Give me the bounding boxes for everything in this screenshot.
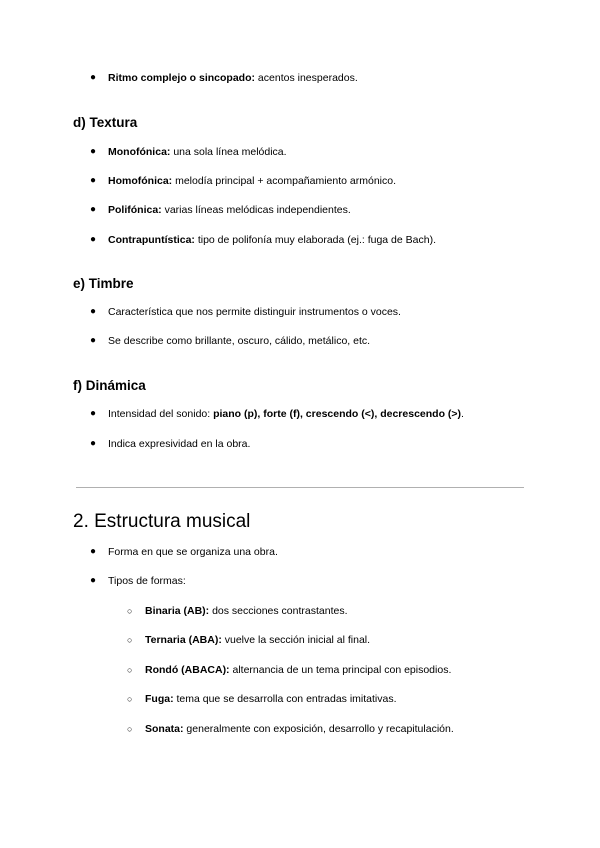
definition: generalmente con exposición, desarrollo y recapitulación. <box>183 723 454 735</box>
heading-textura: d) Textura <box>73 115 138 130</box>
definition: tipo de polifonía muy elaborada (ej.: fuga de Bach). <box>194 234 436 246</box>
bullet-icon: ● <box>90 72 97 83</box>
bullet-icon: ● <box>90 335 97 346</box>
heading-timbre: e) Timbre <box>73 276 134 291</box>
bullet-icon: ● <box>90 575 97 586</box>
circle-bullet-icon: ○ <box>127 724 133 734</box>
list-item <box>108 203 351 217</box>
definition: acentos inesperados. <box>255 72 358 84</box>
bullet-icon: ● <box>90 175 97 186</box>
heading-dinamica: f) Dinámica <box>73 378 146 393</box>
bullet-icon: ● <box>90 234 97 245</box>
definition: vuelve la sección inicial al final. <box>221 634 371 646</box>
term: Fuga: <box>145 693 174 705</box>
term: Monofónica: <box>108 146 171 158</box>
term: Sonata: <box>145 723 184 735</box>
sublist-item <box>145 604 348 618</box>
sublist-item <box>145 692 397 706</box>
term: piano (p), forte (f), crescendo (<), decrescendo (>) <box>213 408 462 420</box>
list-item <box>108 145 287 159</box>
term: Ternaria (ABA): <box>145 634 222 646</box>
bullet-icon: ● <box>90 306 97 317</box>
list-item <box>108 407 464 421</box>
list-item: Característica que nos permite distinguir instrumentos o voces. <box>108 306 401 318</box>
bullet-icon: ● <box>90 408 97 419</box>
definition: melodía principal + acompañamiento armónico. <box>172 175 396 187</box>
term: Contrapuntística: <box>108 234 195 246</box>
sublist-item <box>145 633 370 647</box>
circle-bullet-icon: ○ <box>127 665 133 675</box>
punctuation: . <box>461 408 464 420</box>
list-item <box>108 174 396 188</box>
definition: tema que se desarrolla con entradas imitativas. <box>173 693 397 705</box>
term: Binaria (AB): <box>145 605 210 617</box>
definition: una sola línea melódica. <box>170 146 287 158</box>
circle-bullet-icon: ○ <box>127 606 133 616</box>
term: Rondó (ABACA): <box>145 664 230 676</box>
definition: alternancia de un tema principal con episodios. <box>229 664 452 676</box>
list-item: Indica expresividad en la obra. <box>108 438 251 450</box>
circle-bullet-icon: ○ <box>127 694 133 704</box>
list-item: Forma en que se organiza una obra. <box>108 546 278 558</box>
bullet-icon: ● <box>90 546 97 557</box>
bullet-icon: ● <box>90 204 97 215</box>
sublist-item <box>145 663 451 677</box>
sublist-item <box>145 722 454 736</box>
heading-estructura: 2. Estructura musical <box>73 511 251 532</box>
section-divider <box>76 487 524 488</box>
bullet-icon: ● <box>90 438 97 449</box>
circle-bullet-icon: ○ <box>127 635 133 645</box>
term: Homofónica: <box>108 175 173 187</box>
definition: varias líneas melódicas independientes. <box>161 204 351 216</box>
definition: dos secciones contrastantes. <box>209 605 348 617</box>
list-item <box>108 233 436 247</box>
term: Polifónica: <box>108 204 162 216</box>
list-item-ritmo <box>108 71 358 85</box>
bullet-icon: ● <box>90 146 97 157</box>
list-item: Tipos de formas: <box>108 575 186 587</box>
list-item: Se describe como brillante, oscuro, cálido, metálico, etc. <box>108 335 371 347</box>
term: Ritmo complejo o sincopado: <box>108 72 256 84</box>
definition: Intensidad del sonido: <box>108 408 214 420</box>
